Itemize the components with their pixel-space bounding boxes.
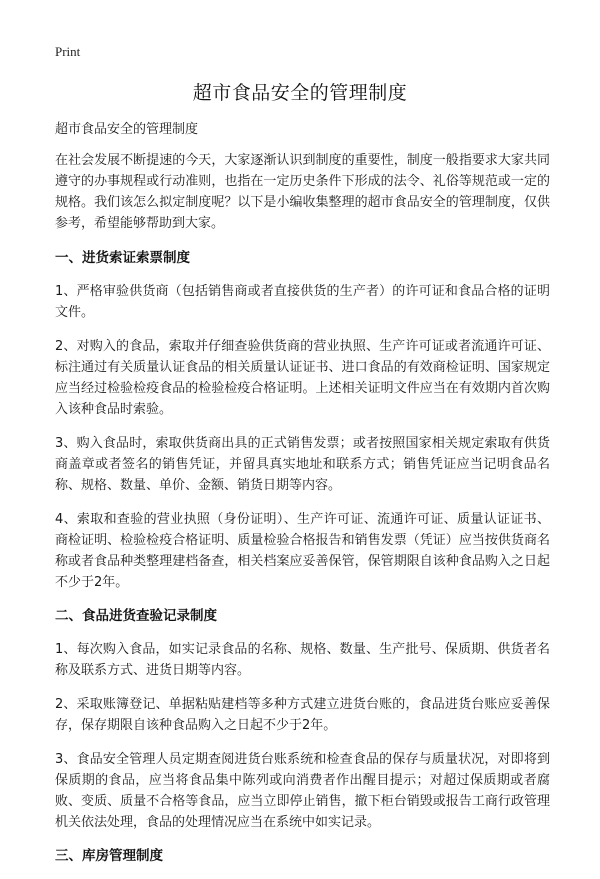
intro-paragraph: 在社会发展不断提速的今天，大家逐渐认识到制度的重要性，制度一般指要求大家共同遵守的办事规程或行动准则，也指在一定历史条件下形成的法令、礼俗等规范或一定的规格。我们该怎么拟定制度呢？以下是小编收集整理的超市食品安全的管理制度，仅供参考，希望能够帮助到大家。 [55, 153, 550, 231]
document-subtitle: 超市食品安全的管理制度 [55, 122, 199, 137]
section1-paragraph-2: 2、对购入的食品，索取并仔细查验供货商的营业执照、生产许可证或者流通许可证、标注通过有关质量认证食品的相关质量认证证书、进口食品的有效商检证明、国家规定应当经过检验检疫食品的检验检疫合格证明。上述相关证明文件应当在有效期内首次购入该种食品时索验。 [55, 339, 550, 417]
section1-paragraph-4: 4、索取和查验的营业执照（身份证明）、生产许可证、流通许可证、质量认证证书、商检证明、检验检疫合格证明、质量检验合格报告和销售发票（凭证）应当按供货商名称或者食品种类整理建档备查，相关档案应妥善保管，保管期限自该种食品购入之日起不少于2年。 [55, 512, 550, 590]
section-heading-warehouse: 三、库房管理制度 [55, 848, 163, 864]
section1-paragraph-3: 3、购入食品时，索取供货商出具的正式销售发票；或者按照国家相关规定索取有供货商盖章或者签名的销售凭证，并留具真实地址和联系方式；销售凭证应当记明食品名称、规格、数量、单价、金额、销货日期等内容。 [55, 436, 550, 493]
print-label: Print [55, 44, 81, 59]
section2-paragraph-3: 3、食品安全管理人员定期查阅进货台账系统和检查食品的保存与质量状况，对即将到保质期的食品，应当将食品集中陈列或向消费者作出醒目提示；对超过保质期或者腐败、变质、质量不合格等食品，应当立即停止销售，撤下柜台销毁或报告工商行政管理机关依法处理，食品的处理情况应当在系统中如实记录。 [55, 752, 550, 830]
section-heading-receipt: 一、进货索证索票制度 [55, 250, 190, 266]
section2-paragraph-1: 1、每次购入食品，如实记录食品的名称、规格、数量、生产批号、保质期、供货者名称及联系方式、进货日期等内容。 [55, 642, 550, 678]
document-body [55, 119, 550, 879]
document-title: 超市食品安全的管理制度 [192, 82, 408, 104]
section-heading-inspection: 二、食品进货查验记录制度 [55, 608, 217, 624]
section1-paragraph-1: 1、严格审验供货商（包括销售商或者直接供货的生产者）的许可证和食品合格的证明文件。 [55, 284, 550, 320]
section2-paragraph-2: 2、采取账簿登记、单据粘贴建档等多种方式建立进货台账的，食品进货台账应妥善保存，保存期限自该种食品购入之日起不少于2年。 [55, 697, 550, 733]
